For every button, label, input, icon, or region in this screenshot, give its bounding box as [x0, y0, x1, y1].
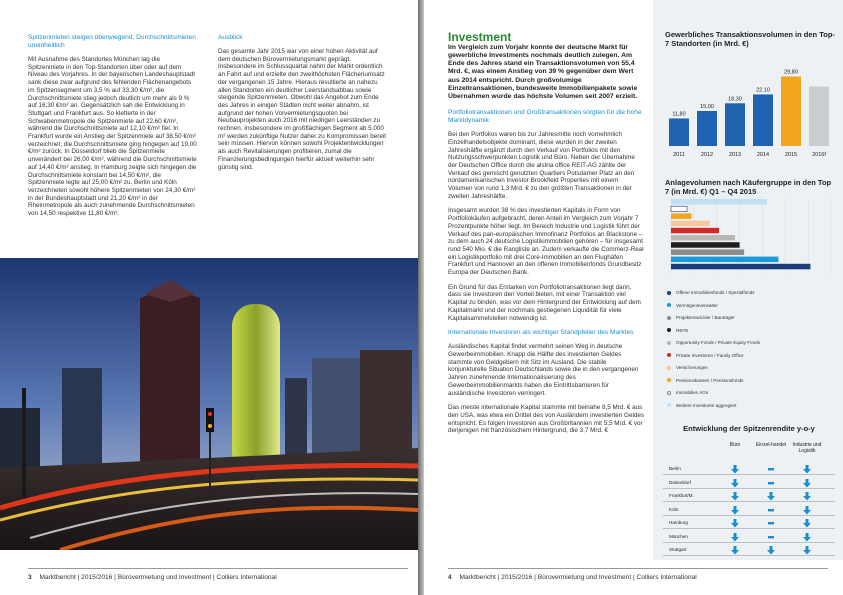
footer-divider — [28, 568, 408, 569]
legend-label: Weitere Investoren aggregiert — [676, 402, 737, 408]
bar-2013 — [725, 103, 745, 146]
row-label: Stuttgart — [669, 547, 687, 552]
chart-title-volume: Gewerbliches Transaktionsvolumen in den Top-7 Standorten (in Mrd. €) — [665, 30, 835, 48]
section-title-investment: Investment — [448, 30, 512, 44]
bar-label: 18,30 — [728, 96, 742, 103]
arrow-down-icon — [802, 464, 812, 474]
paragraph-portfolios: Bei den Portfolios waren bis zur Jahresmitte noch vornehmlich Einzelhandelsobjekte dominant, diese wurden in der zweiten Jahreshälfte ergänzt durch den Verkauf von Portfolios mit den Nutzungsschwerpunkten Logistik und Büro. Neben der Übernahme der Deutschen Office durch die alstria office REIT-AG zählte der Verkauf des gemischt genutzten Quartiers Potsdamer Platz an den nordamerikanischen Investor Brookfield Properties mit einem Volumen von rund 1,3 Mrd. € zu den größten Transaktionen in der zweiten Jahreshälfte. — [448, 131, 635, 200]
footer — [28, 574, 277, 581]
x-tick-label: 2015 — [784, 152, 798, 158]
arrow-down-icon — [730, 491, 740, 501]
hbar-4 — [671, 228, 719, 234]
section-heading-rents: Spitzenmieten steigen überwiegend, Durchschnittsmieten uneinheitlich — [28, 34, 196, 49]
legend-entry — [667, 290, 755, 299]
hbar-1 — [671, 206, 687, 212]
footer-text: Marktbericht | 2015/2016 | Bürovermietung und Investment | Colliers International — [459, 574, 697, 581]
x-tick-label: 2016f — [812, 152, 826, 158]
left-page — [0, 0, 418, 595]
page-number: 4 — [448, 574, 452, 581]
arrow-down-icon — [730, 464, 740, 474]
arrow-down-icon — [730, 545, 740, 555]
paragraph-reason: Ein Grund für das Erstarken von Portfoliotransaktionen liegt darin, dass sie Investoren den Vorteil bieten, mit einer Transaktion viel Kapital zu binden, was vor dem Hintergrund der Entwicklung auf dem Kapitalmarkt und der nochmals gestiegenen Liquidität für viele Kapitalsammelstellen notwendig ist. — [448, 283, 641, 322]
footer — [448, 574, 697, 581]
arrow-down-icon — [766, 491, 776, 501]
chart-sidebar — [653, 0, 843, 560]
paragraph-outlook: Das gesamte Jahr 2015 war von einer hohen Aktivität auf dem deutschen Bürovermietungsmarkt geprägt. Insbesondere im Schlussquartal nahm der Markt ordentlich an Fahrt auf und erzielte den zweithöchsten Flächenumsatz der vergangenen 15 Jahre. Hieraus resultierte an nahezu allen Standorten ein deutlicher Leerstandsabbau sowie steigende Spitzenmieten. Obwohl das Angebot zum Ende des Jahres in einigen Städten nicht weiter abnahm, ist aufgrund der hohen Vorvermietungsquoten bei Neubauprojekten auch 2016 mit niedrigen Leerständen zu rechnen. Insbesondere im großflächigen Segment ab 5.000 m² werden zukünftige Nutzer daher zu Kompromissen bereit sein müssen. Hiervon können sowohl Projektentwicklungen als auch Revitalisierungen profitieren, zumal die Finanzierungsbedingungen hierfür aktuell weiterhin sehr günstig sind. — [218, 48, 386, 171]
prime-yield-table — [663, 440, 835, 558]
legend-swatch — [667, 316, 671, 320]
x-tick-label: 2014 — [756, 152, 770, 158]
legend-label: Projektentwickler / Bauträger — [676, 315, 735, 320]
arrow-down-icon — [730, 505, 740, 515]
legend-swatch — [667, 303, 671, 307]
flat-dash-icon — [766, 532, 776, 542]
paragraph-capital-share: Insgesamt wurden 38 % des investierten Kapitals in Form von Portfoliokäufen aufgebracht, deren Anteil im Vergleich zum Vorjahr 7 Prozentpunkte höher liegt. Im Bereich Industrie und Logistik führt der Verkauf des pan-europäischen Immofinanz Portfolios an Blackstone – zu dem auch 24 deutsche Logistikimmobilien gehören – für insgesamt rund 540 Mio. € die Rangliste an. Zudem verkaufte die Commerz-Real ein Logistikportfolio mit drei Core-Immobilien an den Flughäfen Frankfurt und Hannover an den offenen Immobilienfonds Grundbesitz Europa der Deutschen Bank. — [448, 207, 644, 277]
column-investment — [448, 30, 645, 442]
column-header: Einzel-handel — [755, 442, 787, 448]
arrow-down-icon — [802, 478, 812, 488]
paragraph-foreign-capital: Ausländisches Kapital findet vermehrt seinen Weg in deutsche Gewerbeimmobilien. Knapp die Hälfte des investierten Geldes stammte von Geldgebern mit Sitz im Ausland. Die stabile konjunkturelle Situation Deutschlands sowie die in den vergangenen Jahren zunehmende Internationalisierung des Gewerbeimmobilienmarkts haben die Eintrittsbarrieren für ausländische Investoren verringert. — [448, 343, 639, 397]
table-title-yields: Entwicklung der Spitzenrendite y-o-y — [683, 424, 815, 433]
row-label: Hamburg — [669, 520, 688, 525]
row-divider — [663, 501, 835, 502]
legend-entry — [667, 353, 744, 362]
flat-dash-icon — [766, 518, 776, 528]
hbar-9 — [671, 264, 810, 270]
row-divider — [663, 515, 835, 516]
column-header: Büro — [729, 442, 741, 448]
legend-entry — [667, 328, 688, 337]
bar-2012 — [697, 111, 717, 146]
row-label: Köln — [669, 506, 679, 512]
legend-entry — [667, 303, 718, 312]
legend-entry — [667, 390, 708, 399]
legend-entry — [667, 315, 735, 324]
legend-entry — [667, 365, 708, 374]
legend-entry — [667, 340, 760, 349]
legend-label: Opportunity Fonds / Private Equity Fonds — [676, 340, 761, 345]
legend-label: Versicherungen — [676, 365, 708, 370]
bar-label: 22,10 — [756, 87, 770, 94]
x-tick-label: 2012 — [700, 152, 714, 158]
flat-dash-icon — [766, 505, 776, 515]
row-divider — [663, 555, 835, 556]
legend-label: Vermögensverwalter — [676, 302, 718, 308]
row-label: Berlin — [669, 466, 681, 471]
legend-swatch — [667, 403, 671, 407]
buyer-group-chart — [663, 197, 835, 279]
legend-entry — [667, 403, 736, 412]
hbar-6 — [671, 242, 740, 248]
hbar-3 — [671, 221, 710, 227]
hbar-8 — [671, 257, 778, 263]
skyline-illustration — [0, 258, 418, 550]
legend-swatch — [667, 391, 671, 395]
row-label: Düsseldorf — [669, 479, 691, 485]
column-rents — [28, 34, 198, 225]
column-header: Industrie und Logistik — [792, 442, 822, 454]
bar-label: 15,00 — [700, 104, 714, 110]
page-number: 3 — [28, 574, 32, 581]
right-page — [424, 0, 843, 595]
arrow-down-icon — [802, 518, 812, 528]
arrow-down-icon — [802, 491, 812, 501]
bar-2011 — [669, 118, 689, 146]
footer-text: Marktbericht | 2015/2016 | Bürovermietung und Investment | Colliers International — [39, 574, 277, 581]
row-divider — [663, 488, 835, 489]
row-divider — [663, 474, 835, 475]
flat-dash-icon — [766, 464, 776, 474]
x-tick-label: 2011 — [673, 152, 685, 158]
legend-swatch — [667, 353, 671, 357]
legend-label: Immobilien AGs — [676, 390, 709, 395]
section-heading-outlook: Ausblick — [218, 34, 243, 41]
row-divider — [663, 542, 835, 543]
footer-divider — [448, 568, 828, 569]
legend-swatch — [667, 378, 671, 382]
legend-swatch — [667, 341, 671, 345]
arrow-down-icon — [730, 518, 740, 528]
legend-swatch — [667, 291, 671, 295]
arrow-down-icon — [766, 545, 776, 555]
lead-paragraph: Im Vergleich zum Vorjahr konnte der deutsche Markt für gewerbliche Investments nochmals deutlich zulegen. Am Ende des Jahres stand ein Transaktionsvolumen von 55,4 Mrd. €, was einem Anstieg von 39 % gegenüber dem Wert aus 2014 entspricht. Durch großvolumige Einzeltransaktionen, bundesweite Immobilienpakete sowie Übernahmen wurde das höchste Volumen seit 2007 erzielt. — [448, 43, 638, 100]
legend-label: Private Investoren / Family Office — [676, 352, 744, 358]
legend-label: Offene Immobilienfonds / Spezialfonds — [676, 290, 755, 295]
arrow-down-icon — [730, 478, 740, 488]
arrow-down-icon — [802, 532, 812, 542]
bar-label: 11,80 — [672, 111, 686, 118]
column-outlook — [218, 34, 388, 178]
row-label: München — [669, 533, 688, 539]
hbar-5 — [671, 235, 735, 241]
paragraph-usa: Das meiste internationale Kapital stammte mit beinahe 8,5 Mrd. € aus den USA, was etwa ein Drittel des von Ausländern investierten Geldes entspricht. Es folgen Investoren aus Großbritannien mit 5,5 Mrd. € vor denjenigen mit französischem Hintergrund, die 3,7 Mrd. € — [448, 404, 645, 435]
legend-label: Pensionskassen / Pensionsfonds — [676, 377, 744, 383]
bar-2015 — [781, 76, 801, 146]
arrow-down-icon — [802, 505, 812, 515]
chart-title-buyers: Anlagevolumen nach Käufergruppe in den Top 7 (in Mrd. €) Q1 – Q4 2015 — [665, 178, 832, 196]
row-divider — [663, 528, 835, 529]
arrow-down-icon — [802, 545, 812, 555]
flat-dash-icon — [766, 478, 776, 488]
paragraph-rents: Mit Ausnahme des Standortes München lag die Spitzenmiete in den Top-Standorten über oder auf dem Niveau des Vorjahres. In der bayerischen Landeshauptstadt sank diese zwar aufgrund des fehlenden Flächenangebots im Spitzensegment um 3,5 % auf 33,30 €/m², die Durchschnittsmiete stieg jedoch deutlich um mehr als 9 % auf 16,30 €/m² an. Gegensätzlich sah die Entwicklung in Stuttgart und Frankfurt aus. So kletterte in der Schwabenmetropole die Spitzenmiete auf 22,60 €/m², während die Durchschnittsmiete auf 12,10 €/m² fiel. In Frankfurt wurde ein Anstieg der Spitzenmiete auf 38,50 €/m² verzeichnet, die Durchschnittsmiete ging hingegen auf 19,00 €/m² zurück. In Düsseldorf blieb die Spitzenmiete unverändert bei 26,00 €/m², während die Durchschnittsmiete auf 14,40 €/m² anstieg. In Hamburg zeigte sich hingegen die Durchschnittsmiete konstant bei 14,50 €/m², die Spitzenmiete legte auf 25,00 €/m² zu. Berlin und Köln verzeichneten sowohl höhere Spitzenmieten von 24,30 €/m² in der Bundeshauptstadt und 21,20 €/m² in der Rheinmetropole als auch zunehmende Durchschnittsmieten von 14,50 respektive 11,80 €/m². — [28, 56, 197, 218]
legend-label: REITs — [676, 327, 689, 333]
bar-2016f — [809, 87, 829, 147]
section-heading-portfolios: Portfoliotransaktionen und Großtransaktionen sorgten für die hohe Marktdynamik — [448, 109, 642, 125]
legend-swatch — [667, 328, 671, 332]
row-label: Frankfurt/M. — [669, 493, 694, 498]
bar-2014 — [753, 94, 773, 146]
legend-entry — [667, 378, 743, 387]
hbar-7 — [671, 249, 744, 255]
legend-swatch — [667, 366, 671, 370]
bar-label: 29,80 — [784, 69, 798, 76]
hbar-2 — [671, 213, 692, 219]
x-tick-label: 2013 — [728, 152, 742, 158]
city-skyline-photo — [0, 258, 418, 550]
section-heading-international: Internationale Investoren als wichtiger Standpfeiler des Marktes — [448, 329, 634, 337]
arrow-down-icon — [730, 532, 740, 542]
transaction-volume-chart — [663, 58, 835, 166]
hbar-0 — [671, 199, 767, 205]
